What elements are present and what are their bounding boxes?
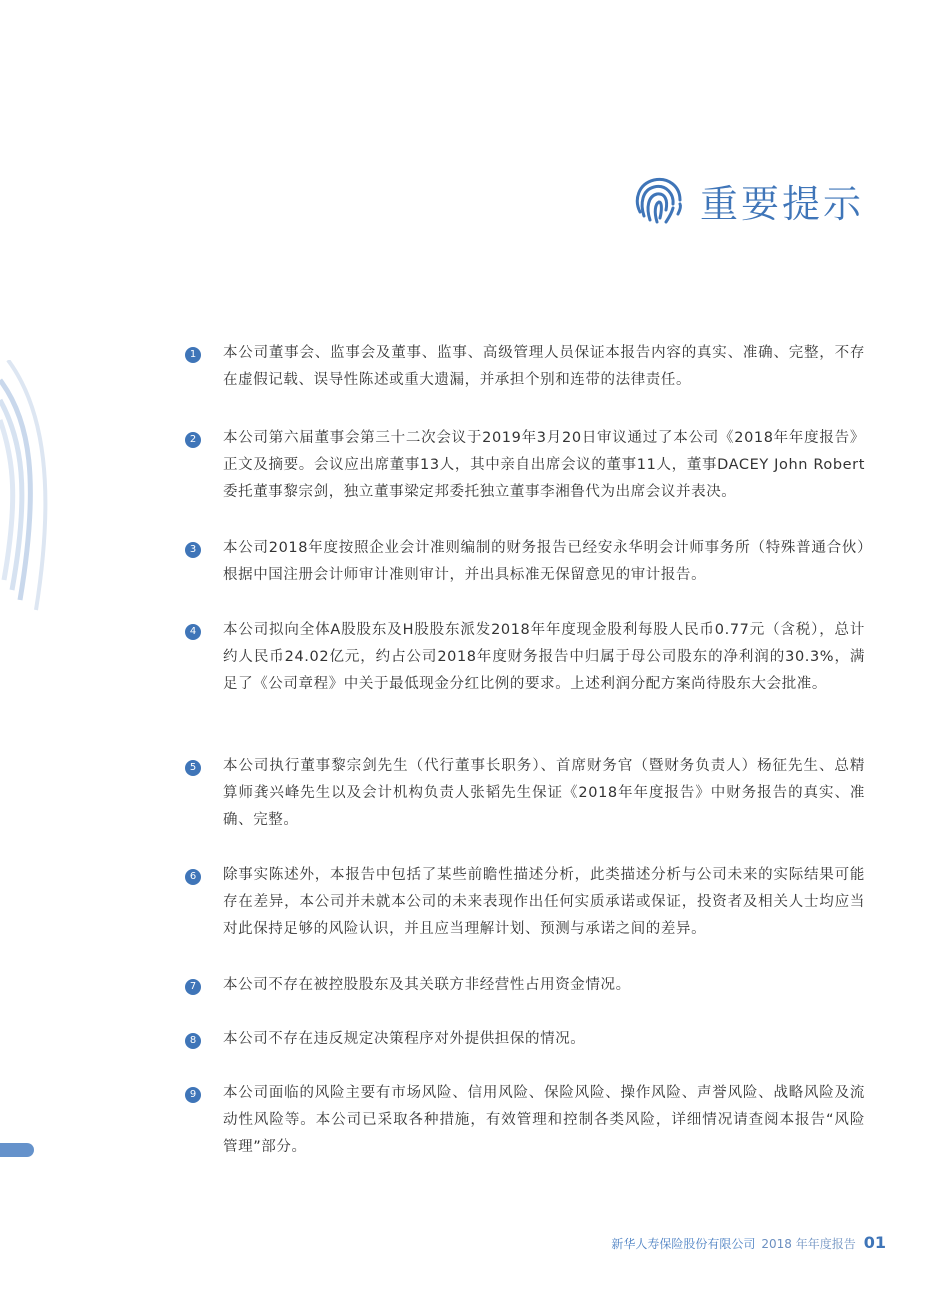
page-number: 01 [863, 1233, 886, 1252]
item-number-badge: 4 [185, 624, 201, 640]
item-text: 本公司2018年度按照企业会计准则编制的财务报告已经安永华明会计师事务所（特殊普通合伙）根据中国注册会计师审计准则审计，并出具标准无保留意见的审计报告。 [223, 540, 865, 583]
fingerprint-icon [630, 172, 686, 228]
item-number-badge: 2 [185, 432, 201, 448]
list-item [185, 753, 865, 862]
list-item [185, 535, 865, 617]
item-text: 本公司面临的风险主要有市场风险、信用风险、保险风险、操作风险、声誉风险、战略风险及流动性风险等。本公司已采取各种措施，有效管理和控制各类风险，详细情况请查阅本报告“风险管理”部分。 [223, 1085, 865, 1155]
item-text: 本公司不存在违反规定决策程序对外提供担保的情况。 [223, 1031, 586, 1047]
page-footer [611, 1233, 886, 1252]
item-text: 本公司第六届董事会第三十二次会议于2019年3月20日审议通过了本公司《2018年年度报告》正文及摘要。会议应出席董事13人，其中亲自出席会议的董事11人，董事DACEY John Robert委托董事黎宗剑，独立董事梁定邦委托独立董事李湘鲁代为出席会议并表决。 [223, 430, 865, 500]
item-text: 本公司拟向全体A股股东及H股股东派发2018年年度现金股利每股人民币0.77元（含税），总计约人民币24.02亿元，约占公司2018年度财务报告中归属于母公司股东的净利润的30.3%，满足了《公司章程》中关于最低现金分红比例的要求。上述利润分配方案尚待股东大会批准。 [223, 622, 865, 692]
item-number-badge: 8 [185, 1033, 201, 1049]
item-number-badge: 5 [185, 760, 201, 776]
decorative-arcs [0, 360, 60, 620]
list-item [185, 862, 865, 972]
item-text: 除事实陈述外，本报告中包括了某些前瞻性描述分析，此类描述分析与公司未来的实际结果可能存在差异，本公司并未就本公司的未来表现作出任何实质承诺或保证，投资者及相关人士均应当对此保持足够的风险认识，并且应当理解计划、预测与承诺之间的差异。 [223, 867, 865, 937]
item-text: 本公司不存在被控股股东及其关联方非经营性占用资金情况。 [223, 977, 631, 993]
decorative-bar [0, 1143, 34, 1157]
list-item [185, 1080, 865, 1170]
list-item [185, 1026, 865, 1080]
list-item [185, 972, 865, 1026]
item-number-badge: 1 [185, 347, 201, 363]
item-number-badge: 7 [185, 979, 201, 995]
item-text: 本公司董事会、监事会及董事、监事、高级管理人员保证本报告内容的真实、准确、完整，不存在虚假记载、误导性陈述或重大遗漏，并承担个别和连带的法律责任。 [223, 345, 865, 388]
notice-list [185, 340, 865, 1170]
item-number-badge: 3 [185, 542, 201, 558]
item-text: 本公司执行董事黎宗剑先生（代行董事长职务）、首席财务官（暨财务负责人）杨征先生、总精算师龚兴峰先生以及会计机构负责人张韬先生保证《2018年年度报告》中财务报告的真实、准确、完整。 [223, 758, 865, 828]
item-number-badge: 6 [185, 869, 201, 885]
list-item [185, 425, 865, 535]
footer-report-title: 2018 年年度报告 [761, 1237, 856, 1251]
item-number-badge: 9 [185, 1087, 201, 1103]
list-item [185, 617, 865, 753]
page-title: 重要提示 [700, 181, 865, 226]
footer-company: 新华人寿保险股份有限公司 [611, 1237, 756, 1251]
page-header [630, 168, 864, 232]
list-item [185, 340, 865, 425]
